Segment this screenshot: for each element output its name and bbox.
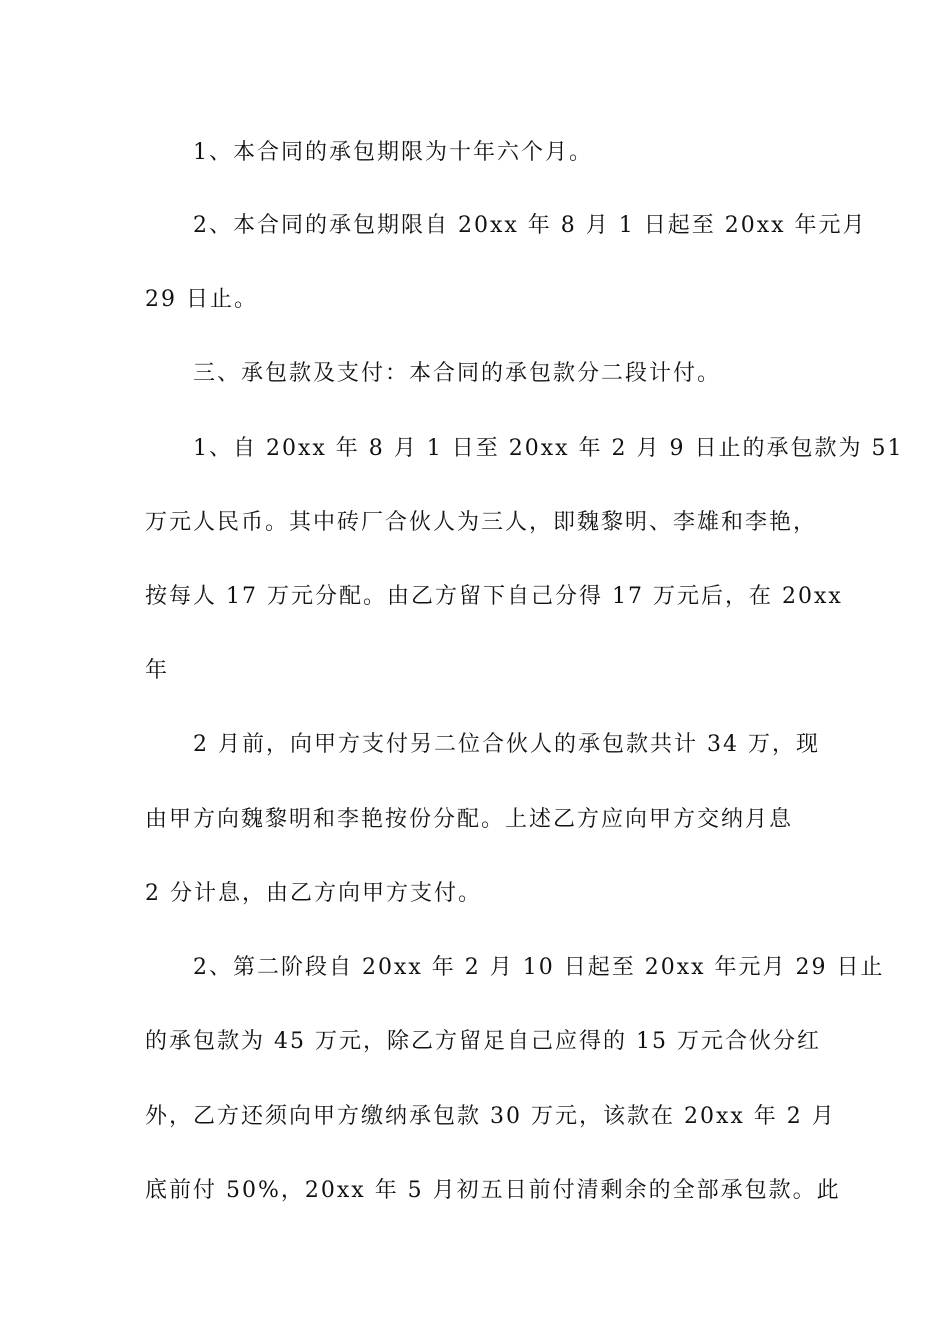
paragraph-line: 按每人 17 万元分配。由乙方留下自己分得 17 万元后，在 20xx (145, 584, 843, 609)
paragraph-line: 1、自 20xx 年 8 月 1 日至 20xx 年 2 月 9 日止的承包款为 51 (193, 436, 904, 461)
paragraph-line: 年 (145, 658, 170, 683)
paragraph-line: 底前付 50%，20xx 年 5 月初五日前付清剩余的全部承包款。此 (145, 1178, 841, 1203)
paragraph-line: 三、承包款及支付：本合同的承包款分二段计付。 (193, 361, 722, 386)
paragraph-line: 外，乙方还须向甲方缴纳承包款 30 万元，该款在 20xx 年 2 月 (145, 1104, 836, 1129)
paragraph-line: 由甲方向魏黎明和李艳按份分配。上述乙方应向甲方交纳月息 (145, 807, 794, 832)
paragraph-line: 2、本合同的承包期限自 20xx 年 8 月 1 日起至 20xx 年元月 (193, 213, 867, 238)
paragraph-line: 2 分计息，由乙方向甲方支付。 (145, 881, 482, 906)
paragraph-line: 1、本合同的承包期限为十年六个月。 (193, 140, 593, 165)
paragraph-line: 29 日止。 (145, 287, 258, 312)
paragraph-line: 万元人民币。其中砖厂合伙人为三人，即魏黎明、李雄和李艳， (145, 510, 818, 535)
paragraph-line: 2 月前，向甲方支付另二位合伙人的承包款共计 34 万，现 (193, 732, 820, 757)
paragraph-line: 2、第二阶段自 20xx 年 2 月 10 日起至 20xx 年元月 29 日止 (193, 955, 885, 980)
paragraph-line: 的承包款为 45 万元，除乙方留足自己应得的 15 万元合伙分红 (145, 1029, 821, 1054)
